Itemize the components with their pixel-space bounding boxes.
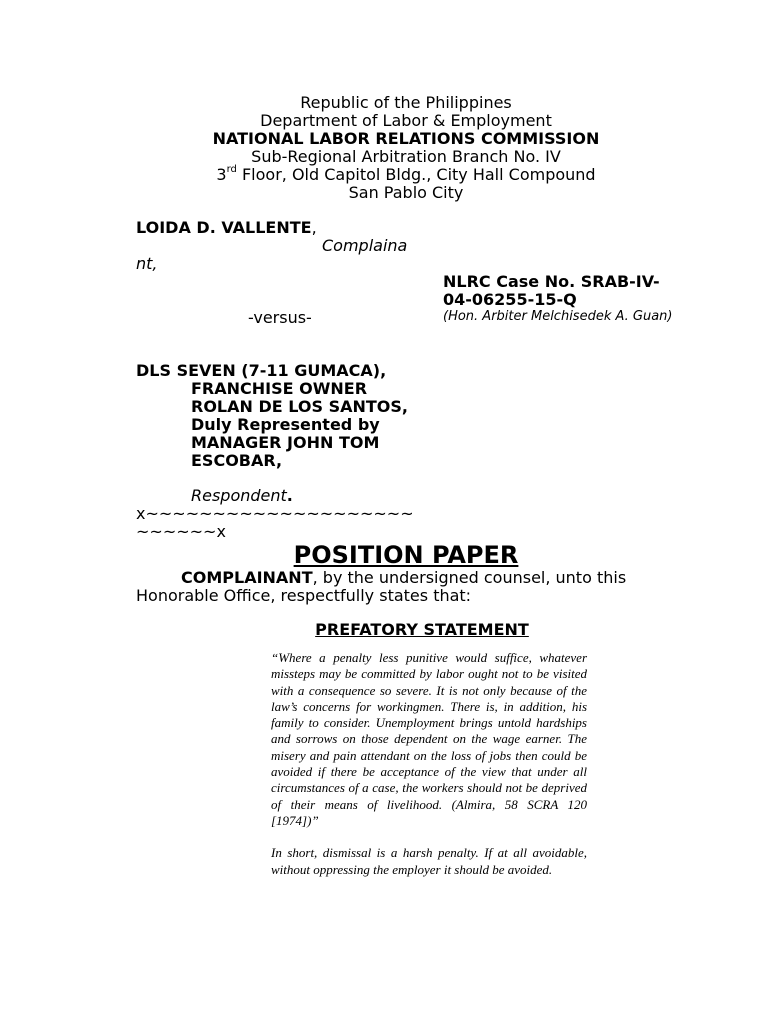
header-city: San Pablo City (348, 183, 464, 202)
section-heading: PREFATORY STATEMENT (315, 620, 529, 639)
header-commission: NATIONAL LABOR RELATIONS COMMISSION (212, 129, 600, 148)
intro-line2: Honorable Office, respectfully states that: (136, 586, 472, 605)
prefatory-quote (271, 650, 587, 878)
header-department: Department of Labor & Employment (260, 111, 552, 130)
respondent-line: FRANCHISE OWNER (191, 379, 368, 398)
arbiter-name: (Hon. Arbiter Melchisedek A. Guan) (443, 309, 673, 324)
respondent-line: ESCOBAR, (191, 451, 283, 470)
court-header (0, 94, 768, 202)
caption-separator-line1: x~~~~~~~~~~~~~~~~~~~~ (136, 504, 414, 523)
complainant-name: LOIDA D. VALLENTE, (136, 218, 317, 237)
respondent-line: Duly Represented by (191, 415, 380, 434)
case-number-line2: 04-06255-15-Q (443, 290, 577, 309)
respondent-label: Respondent. (191, 486, 293, 505)
respondent-line: MANAGER JOHN TOM (191, 433, 380, 452)
intro-line1: COMPLAINANT, by the undersigned counsel, unto this (181, 568, 627, 587)
caption-separator-line2: ~~~~~~x (136, 522, 226, 541)
respondent-line: DLS SEVEN (7-11 GUMACA), (136, 361, 387, 380)
versus-label: -versus- (248, 308, 312, 327)
complainant-label-a: Complaina (322, 236, 408, 255)
case-number-line1: NLRC Case No. SRAB-IV- (443, 272, 660, 291)
quote-paragraph: In short, dismissal is a harsh penalty. If at all avoidable, without oppressing the employer it should be avoided. (271, 845, 587, 877)
header-branch: Sub-Regional Arbitration Branch No. IV (251, 147, 561, 166)
quote-paragraph: “Where a penalty less punitive would suffice, whatever missteps may be committed by labor ought not to be visited with a consequence so severe. It is not only because of the law’s concerns for workingmen. There is, in addition, his family to consider. Unemployment brings untold hardships and sorrows on those dependent on the wage earner. The misery and pain attendant on the loss of jobs then could be avoided if there be acceptance of the view that under all circumstances of a case, the workers should not be deprived of their means of livelihood. (Almira, 58 SCRA 120 [1974])” (271, 650, 587, 828)
respondent-line: ROLAN DE LOS SANTOS, (191, 397, 408, 416)
complainant-label-b: nt, (136, 254, 158, 273)
header-republic: Republic of the Philippines (300, 93, 512, 112)
header-address: 3rd Floor, Old Capitol Bldg., City Hall Compound (216, 164, 596, 184)
document-title: POSITION PAPER (293, 541, 519, 569)
